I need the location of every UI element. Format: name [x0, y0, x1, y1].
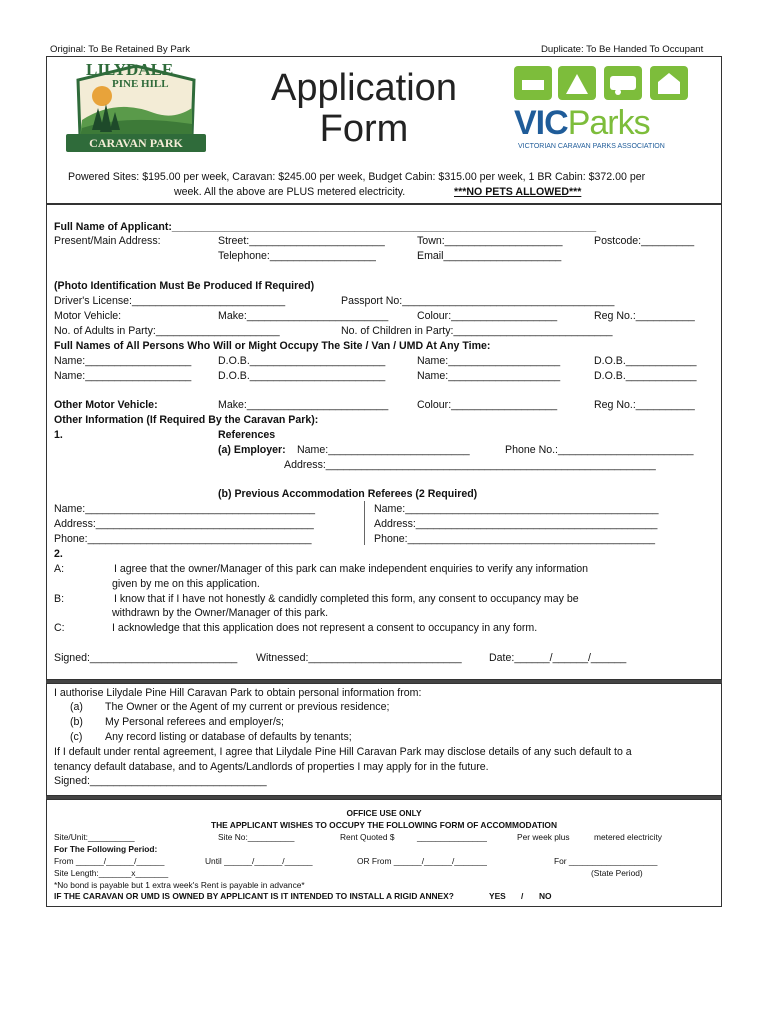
- section-1-number: 1.: [54, 429, 63, 441]
- duplicate-note: Duplicate: To Be Handed To Occupant: [541, 44, 704, 55]
- references-heading: References: [218, 429, 276, 441]
- referee-2-address-field[interactable]: Address:_________________________________________: [374, 518, 658, 530]
- occupant-name-field[interactable]: Name:___________________: [417, 355, 561, 367]
- auth-item-b-label: (b): [70, 716, 83, 728]
- auth-item-b-text: My Personal referees and employer/s;: [105, 716, 284, 728]
- occupant-dob-field[interactable]: D.O.B._______________________: [218, 355, 386, 367]
- date-field[interactable]: Date:______/______/______: [489, 652, 627, 664]
- original-note: Original: To Be Retained By Park: [50, 44, 191, 55]
- vehicle-make-field[interactable]: Make:________________________: [218, 310, 389, 322]
- employer-address-field[interactable]: Address:________________________________________________________: [284, 459, 656, 471]
- referee-2-name-field[interactable]: Name:___________________________________________: [374, 503, 659, 515]
- title-line-2: Form: [319, 108, 409, 151]
- other-vehicle-label: Other Motor Vehicle:: [54, 399, 158, 411]
- street-field[interactable]: Street:_______________________: [218, 235, 385, 247]
- present-address-label: Present/Main Address:: [54, 235, 161, 247]
- rates-line-2: week. All the above are PLUS metered electricity.: [174, 186, 406, 198]
- occupant-dob-field[interactable]: D.O.B.____________: [594, 355, 697, 367]
- referee-divider: [364, 501, 365, 545]
- logo-lilydale-text: LILYDALE: [86, 60, 174, 79]
- metered-electricity-label: metered electricity: [594, 832, 662, 842]
- title-line-1: Application: [271, 67, 457, 109]
- annex-no-option[interactable]: NO: [539, 891, 552, 901]
- auth-item-c-text: Any record listing or database of defaults by tenants;: [105, 731, 352, 743]
- email-field[interactable]: Email____________________: [417, 250, 562, 262]
- other-vehicle-reg-field[interactable]: Reg No.:__________: [594, 399, 695, 411]
- occupant-name-field[interactable]: Name:__________________: [54, 370, 192, 382]
- parks-text: Parks: [567, 104, 650, 142]
- occupant-dob-field[interactable]: D.O.B._______________________: [218, 370, 386, 382]
- vehicle-reg-field[interactable]: Reg No.:__________: [594, 310, 695, 322]
- declaration-c-label: C:: [54, 622, 65, 634]
- page-title: [254, 68, 474, 150]
- children-field[interactable]: No. of Children in Party:___________________________: [341, 325, 613, 337]
- employer-name-field[interactable]: Name:________________________: [297, 444, 470, 456]
- referee-2-phone-field[interactable]: Phone:__________________________________________: [374, 533, 656, 545]
- declaration-c-line-1: I acknowledge that this application does not represent a consent to occupancy in any form.: [112, 622, 538, 634]
- full-name-label: Full Name of Applicant:________________________________________________________________________: [54, 221, 597, 233]
- applicant-signature-field[interactable]: Signed:_________________________: [54, 652, 238, 664]
- annex-yes-option[interactable]: YES: [489, 891, 506, 901]
- motor-vehicle-label: Motor Vehicle:: [54, 310, 122, 322]
- drivers-license-field[interactable]: Driver's License:__________________________: [54, 295, 286, 307]
- declaration-a-line-1: I agree that the owner/Manager of this park can make independent enquiries to verify any information: [114, 563, 589, 575]
- auth-item-a-label: (a): [70, 701, 83, 713]
- vic-text: VIC: [514, 104, 568, 142]
- photo-id-note: (Photo Identification Must Be Produced If Required): [54, 280, 315, 292]
- default-clause-line-1: If I default under rental agreement, I agree that Lilydale Pine Hill Caravan Park may disclose details of any such default to a: [54, 746, 632, 758]
- authorisation-intro: I authorise Lilydale Pine Hill Caravan Park to obtain personal information from:: [54, 687, 422, 699]
- declaration-b-line-2: withdrawn by the Owner/Manager of this park.: [112, 607, 329, 619]
- town-field[interactable]: Town:____________________: [417, 235, 563, 247]
- referee-1-name-field[interactable]: Name:_______________________________________: [54, 503, 315, 515]
- declaration-a-line-2: given by me on this application.: [112, 578, 260, 590]
- other-vehicle-make-field[interactable]: Make:________________________: [218, 399, 389, 411]
- declaration-a-label: A:: [54, 563, 65, 575]
- vicparks-icons: [514, 66, 694, 102]
- site-unit-field[interactable]: Site/Unit:__________: [54, 832, 135, 842]
- period-until-field[interactable]: Until ______/______/______: [205, 856, 313, 866]
- period-from-field[interactable]: From ______/______/______: [54, 856, 165, 866]
- no-pets-notice: ***NO PETS ALLOWED***: [454, 186, 582, 198]
- previous-accommodation-heading: (b) Previous Accommodation Referees (2 Required): [218, 488, 478, 500]
- occupants-heading: Full Names of All Persons Who Will or Might Occupy The Site / Van / UMD At Any Time:: [54, 340, 491, 352]
- telephone-field[interactable]: Telephone:__________________: [218, 250, 376, 262]
- occupant-name-field[interactable]: Name:___________________: [417, 370, 561, 382]
- logo-banner-text: CARAVAN PARK: [89, 136, 183, 150]
- section-2-number: 2.: [54, 548, 63, 560]
- state-period-label: (State Period): [591, 868, 643, 878]
- annex-question: IF THE CARAVAN OR UMD IS OWNED BY APPLICANT IS IT INTENDED TO INSTALL A RIGID ANNEX?: [54, 891, 454, 901]
- occupant-dob-field[interactable]: D.O.B.____________: [594, 370, 697, 382]
- vicparks-wordmark: [514, 104, 650, 143]
- declaration-b-line-1: I know that if I have not honestly & candidly completed this form, any consent to occupancy may be: [114, 593, 579, 605]
- period-or-from-field[interactable]: OR From ______/______/_______: [357, 856, 487, 866]
- rent-quoted-label: Rent Quoted $: [340, 832, 395, 842]
- office-use-heading: OFFICE USE ONLY: [346, 808, 422, 818]
- full-name-field[interactable]: [54, 221, 596, 233]
- employer-label: (a) Employer:: [218, 444, 286, 456]
- employer-phone-field[interactable]: Phone No.:_______________________: [505, 444, 694, 456]
- default-clause-line-2: tenancy default database, and to Agents/Landlords of properties I may apply for in the future.: [54, 761, 489, 773]
- authorisation-signature-field[interactable]: Signed:______________________________: [54, 775, 267, 787]
- witness-signature-field[interactable]: Witnessed:__________________________: [256, 652, 462, 664]
- referee-1-phone-field[interactable]: Phone:______________________________________: [54, 533, 312, 545]
- rent-quoted-field[interactable]: _______________: [417, 832, 487, 842]
- other-vehicle-colour-field[interactable]: Colour:__________________: [417, 399, 558, 411]
- office-accommodation-heading: THE APPLICANT WISHES TO OCCUPY THE FOLLOWING FORM OF ACCOMMODATION: [211, 820, 557, 830]
- declaration-b-label: B:: [54, 593, 65, 605]
- vehicle-colour-field[interactable]: Colour:__________________: [417, 310, 558, 322]
- per-week-label: Per week plus: [517, 832, 570, 842]
- annex-separator: /: [521, 891, 524, 901]
- auth-item-a-text: The Owner or the Agent of my current or previous residence;: [105, 701, 390, 713]
- following-period-label: For The Following Period:: [54, 844, 158, 854]
- rates-line-1: Powered Sites: $195.00 per week, Caravan: $245.00 per week, Budget Cabin: $315.00 per week, 1 BR Cabin: $372.00 per: [68, 171, 646, 183]
- referee-1-address-field[interactable]: Address:_____________________________________: [54, 518, 314, 530]
- vicparks-tagline: VICTORIAN CARAVAN PARKS ASSOCIATION: [518, 143, 665, 150]
- auth-item-c-label: (c): [70, 731, 83, 743]
- period-for-field[interactable]: For ___________________: [554, 856, 658, 866]
- logo-pinehill-text: PINE HILL: [112, 78, 169, 90]
- site-no-field[interactable]: Site No:__________: [218, 832, 295, 842]
- postcode-field[interactable]: Postcode:_________: [594, 235, 695, 247]
- other-info-heading: Other Information (If Required By the Caravan Park):: [54, 414, 319, 426]
- site-length-field[interactable]: Site Length:_______x_______: [54, 868, 169, 878]
- passport-field[interactable]: Passport No:____________________________________: [341, 295, 615, 307]
- adults-field[interactable]: No. of Adults in Party:_____________________: [54, 325, 280, 337]
- bond-note: *No bond is payable but 1 extra week's Rent is payable in advance*: [54, 880, 305, 890]
- occupant-name-field[interactable]: Name:__________________: [54, 355, 192, 367]
